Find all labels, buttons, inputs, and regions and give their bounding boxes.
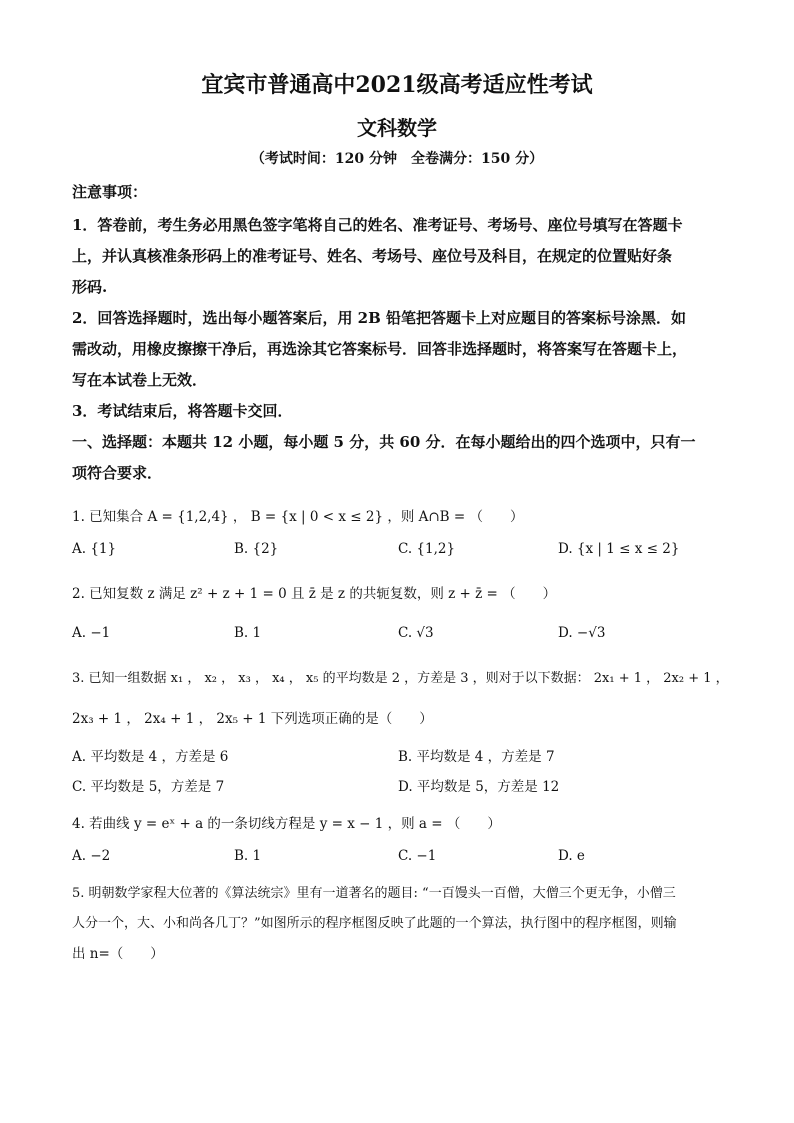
question-2-option-c: C. √3 — [398, 625, 434, 641]
question-1-option-b: B. {2} — [234, 541, 279, 557]
subject-title: 文科数学 — [357, 116, 437, 140]
question-3-option-c: C. 平均数是 5，方差是 7 — [72, 779, 225, 795]
note-2-line-1: 2．回答选择题时，选出每小题答案后，用 2B 铅笔把答题卡上对应题目的答案标号涂黑．如 — [72, 309, 687, 327]
question-1-option-d: D. {x | 1 ≤ x ≤ 2} — [558, 541, 680, 557]
question-3-option-b: B. 平均数是 4 ，方差是 7 — [398, 749, 555, 765]
note-2-line-2: 需改动，用橡皮擦擦干净后，再选涂其它答案标号．回答非选择题时，将答案写在答题卡上， — [72, 340, 688, 358]
question-3-option-a: A. 平均数是 4 ，方差是 6 — [72, 749, 229, 765]
section-1-line-2: 项符合要求． — [72, 464, 163, 482]
question-3-stem-line-2: 2x₃ + 1 ， 2x₄ + 1 ， 2x₅ + 1 下列选项正确的是（ ） — [72, 711, 433, 727]
question-1-option-a: A. {1} — [72, 541, 117, 557]
question-2-option-a: A. −1 — [72, 625, 111, 641]
question-5-line-3: 出 n=（ ） — [72, 946, 164, 962]
question-2-option-d: D. −√3 — [558, 625, 606, 641]
question-1-option-c: C. {1,2} — [398, 541, 456, 557]
question-3-option-d: D. 平均数是 5，方差是 12 — [398, 779, 560, 795]
note-2-line-3: 写在本试卷上无效． — [72, 371, 208, 389]
exam-info: （考试时间：120 分钟 全卷满分：150 分） — [250, 151, 544, 167]
note-1-line-2: 上，并认真核准条形码上的准考证号、姓名、考场号、座位号及科目，在规定的位置贴好条 — [72, 247, 673, 265]
notes-heading: 注意事项： — [72, 183, 148, 201]
question-4-option-b: B. 1 — [234, 848, 262, 864]
question-5-line-1: 5. 明朝数学家程大位著的《算法统宗》里有一道著名的题目: “一百馒头一百僧，大僧三个更无争，小僧三 — [72, 886, 676, 901]
question-2-stem: 2. 已知复数 z 满足 z² + z + 1 = 0 且 z̄ 是 z 的共轭复数，则 z + z̄ = （ ） — [72, 586, 557, 602]
section-1-line-1: 一、选择题：本题共 12 小题，每小题 5 分，共 60 分．在每小题给出的四个选项中，只有一 — [72, 433, 696, 451]
question-4-option-c: C. −1 — [398, 848, 437, 864]
question-4-stem: 4. 若曲线 y = eˣ + a 的一条切线方程是 y = x − 1 ，则 a = （ ） — [72, 816, 501, 832]
question-2-option-b: B. 1 — [234, 625, 262, 641]
question-4-option-d: D. e — [558, 848, 585, 864]
note-1-line-1: 1．答卷前，考生务必用黑色签字笔将自己的姓名、准考证号、考场号、座位号填写在答题卡 — [72, 216, 683, 234]
exam-title: 宜宾市普通高中2021级高考适应性考试 — [201, 72, 593, 98]
question-5-line-2: 人分一个，大、小和尚各几丁？”如图所示的程序框图反映了此题的一个算法，执行图中的程序框图，则输 — [72, 916, 677, 931]
note-3: 3．考试结束后，将答题卡交回． — [72, 402, 293, 420]
question-3-stem-line-1: 3. 已知一组数据 x₁ ， x₂ ， x₃ ， x₄ ， x₅ 的平均数是 2 ，方差是 3 ，则对于以下数据： 2x₁ + 1 ， 2x₂ + 1 ， — [72, 671, 729, 686]
question-4-option-a: A. −2 — [72, 848, 111, 864]
note-1-line-3: 形码. — [72, 278, 108, 296]
question-1-stem: 1. 已知集合 A = {1,2,4} ， B = {x | 0 < x ≤ 2} ，则 A∩B = （ ） — [72, 509, 524, 525]
